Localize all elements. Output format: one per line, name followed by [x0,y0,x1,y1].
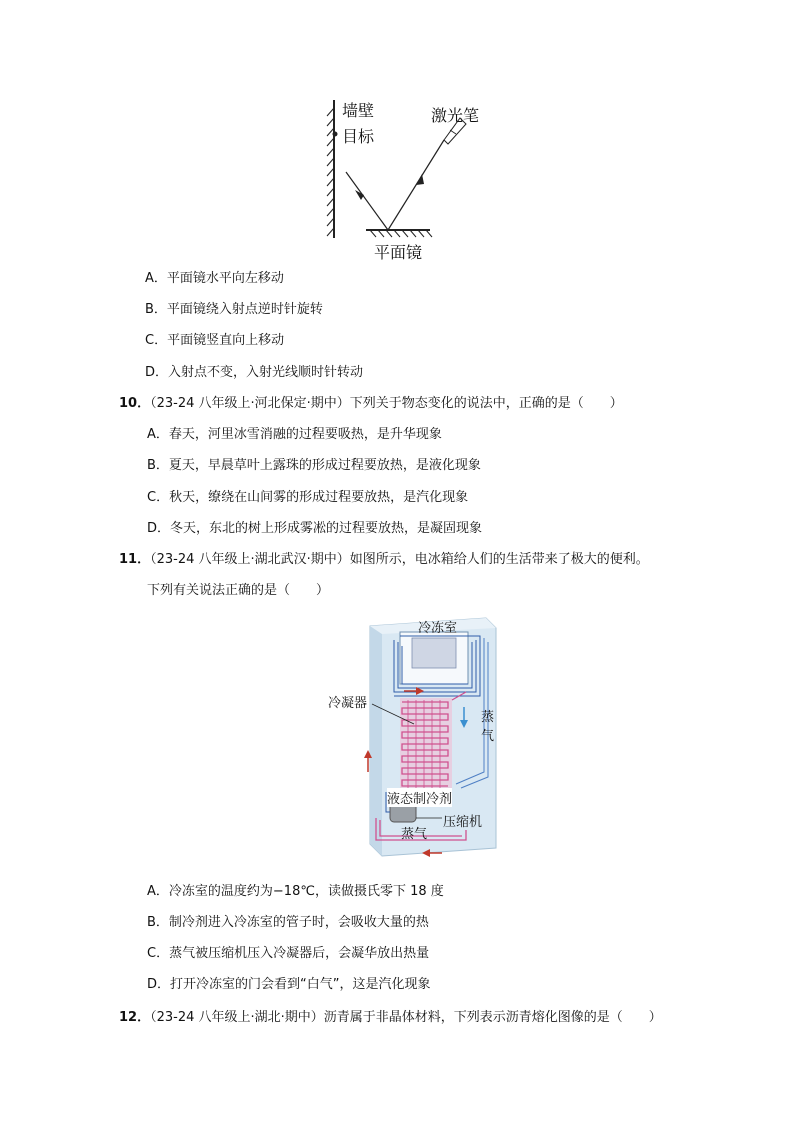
option-text: 夏天，早晨草叶上露珠的形成过程要放热，是液化现象 [168,458,481,473]
freezer-compartment [412,638,456,668]
question-text: 如图所示，电冰箱给人们的生活带来了极大的便利。 [349,552,649,567]
q11-option-a [147,883,444,901]
option-text: 制冷剂进入冷冻室的管子时，会吸收大量的热 [168,915,429,930]
option-letter: C． [147,490,170,505]
question-source: （23-24 八年级上·河北保定·期中） [150,396,350,411]
option-letter: A． [147,884,169,899]
q11-stem [119,551,649,569]
q10-stem [119,395,623,413]
question-source: （23-24 八年级上·湖北武汉·期中） [150,552,350,567]
option-text: 蒸气被压缩机压入冷凝器后，会凝华放出热量 [169,946,430,961]
target-dot [333,132,338,137]
option-letter: D． [147,521,171,536]
liquid-refrigerant-label: 液态制冷剂 [387,788,452,807]
option-text: 入射点不变，入射光线顺时针转动 [168,365,364,380]
wall-label: 墙壁 [342,101,375,120]
option-letter: D． [147,977,171,992]
compressor-label: 压缩机 [443,815,483,830]
question-number: 12． [119,1010,151,1025]
q11-stem-line2: 下列有关说法正确的是（ ） [147,583,330,598]
vapor-label: 蒸气 [401,827,428,842]
option-text: 平面镜绕入射点逆时针旋转 [166,302,323,317]
question-text: 下列关于物态变化的说法中，正确的是（ ） [349,396,623,411]
q10-option-d [147,520,482,538]
option-text: 打开冷冻室的门会看到“白气”，这是汽化现象 [170,977,431,992]
q9-option-d [145,364,363,382]
freezer-label: 冷冻室 [418,621,458,636]
option-text: 冷冻室的温度约为−18℃，读做摄氏零下 18 度 [168,884,444,899]
option-letter: A． [147,427,169,442]
option-letter: D． [145,365,169,380]
option-letter: A． [145,271,167,286]
question-number: 11． [119,552,151,567]
option-text: 春天，河里冰雪消融的过程要吸热，是升华现象 [168,427,442,442]
q11-option-d [147,976,431,994]
option-text: 平面镜水平向左移动 [166,271,284,286]
vapor-label-top: 蒸 [481,710,495,725]
q9-option-a [145,270,284,288]
question-number: 10． [119,396,151,411]
option-text: 冬天，东北的树上形成雾凇的过程要放热，是凝固现象 [170,521,483,536]
question-source: （23-24 八年级上·湖北·期中） [150,1010,324,1025]
option-letter: B． [145,302,167,317]
q9-option-c [145,332,284,350]
option-letter: B． [147,915,169,930]
laser-pen-label: 激光笔 [431,106,480,125]
option-letter: B． [147,458,169,473]
q9-option-b [145,301,323,319]
q12-stem [119,1009,662,1027]
option-text: 秋天，缭绕在山间雾的形成过程要放热，是汽化现象 [169,490,469,505]
q11-option-b [147,914,429,932]
plane-mirror-label: 平面镜 [374,243,423,262]
option-letter: C． [145,333,168,348]
option-letter: C． [147,946,170,961]
vapor-label-bottom: 气 [481,729,495,744]
question-text: 沥青属于非晶体材料，下列表示沥青熔化图像的是（ ） [323,1010,662,1025]
target-label: 目标 [342,127,375,146]
q10-option-c [147,489,468,507]
condenser-label: 冷凝器 [328,696,368,711]
q10-option-a [147,426,442,444]
q11-option-c [147,945,429,963]
option-text: 平面镜竖直向上移动 [167,333,285,348]
q10-option-b [147,457,481,475]
